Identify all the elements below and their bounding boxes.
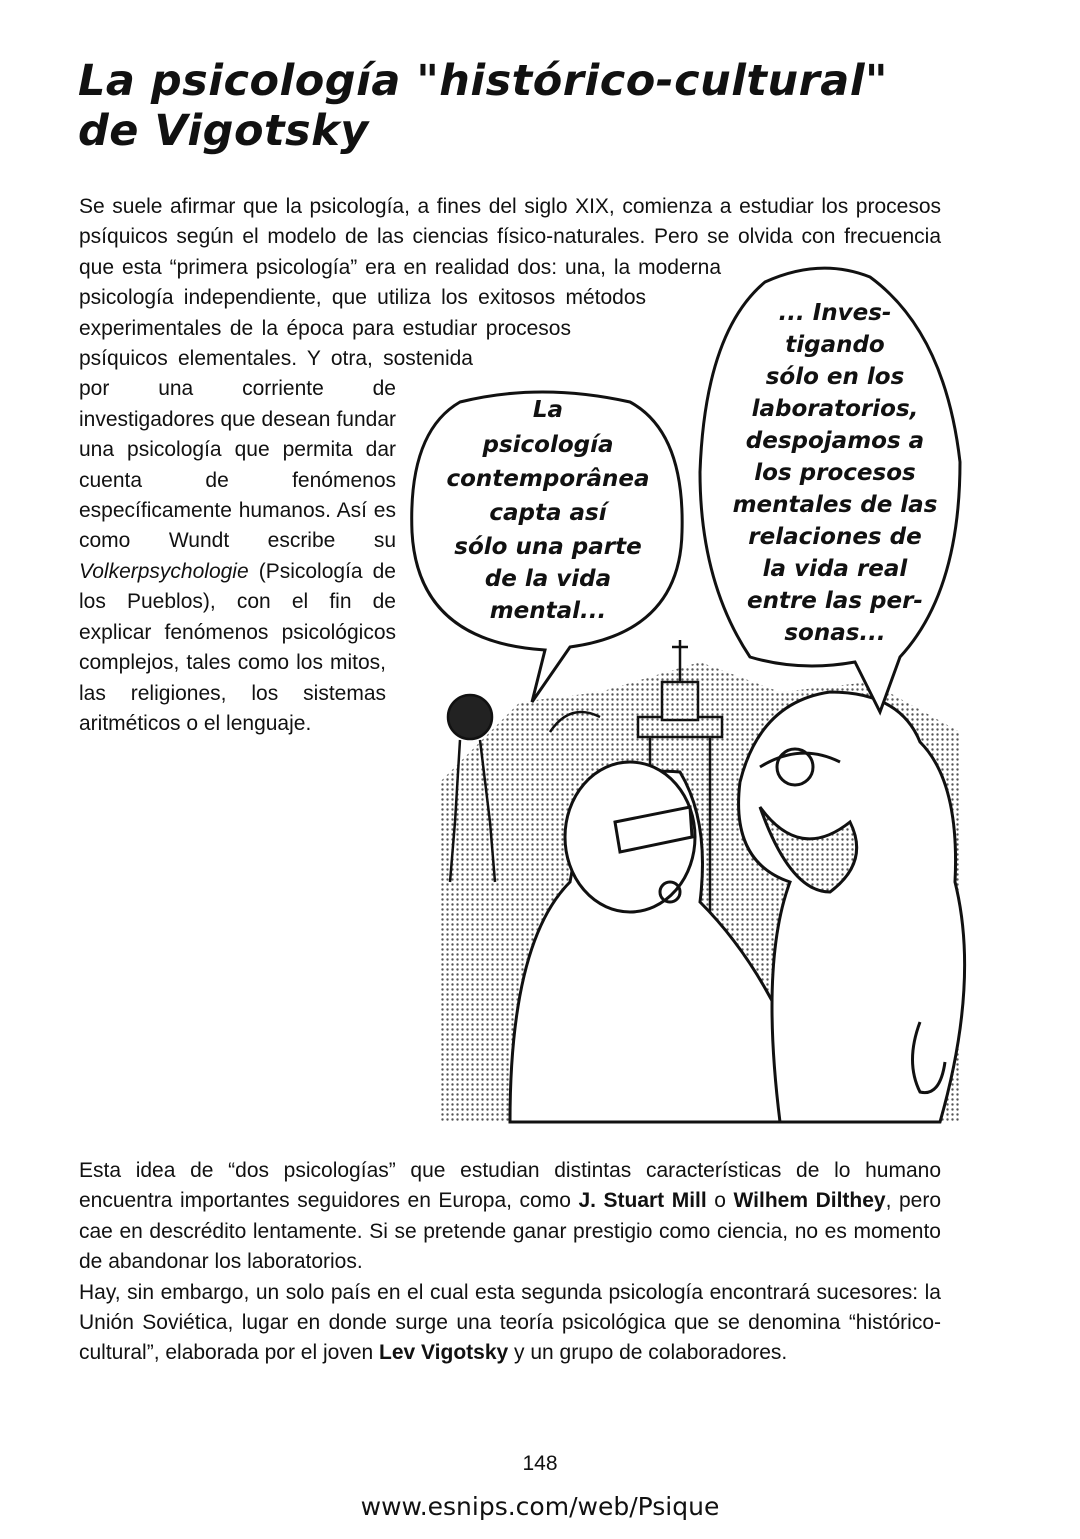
bubble-right-line-7: mentales de las <box>732 492 938 518</box>
paragraph-3-text-a: Hay, sin embargo, un solo país en el cual esta segunda psicología encontrará sucesores: la Unión Soviética, lugar en donde surge una teoría psicológica que se denomina “histórico-cultural”, elaborada por el joven <box>79 1280 941 1365</box>
bubble-left-line-6: de la vida <box>484 566 612 592</box>
bubble-right-line-5: despojamos a <box>745 428 925 454</box>
bubble-right-line-10: entre las per- <box>747 588 923 614</box>
bubble-left-line-5: sólo una parte <box>454 534 642 560</box>
bubble-right-line-3: sólo en los <box>765 364 905 390</box>
paragraph-3-text-b: y un grupo de colaboradores. <box>508 1341 788 1365</box>
bubble-left-line-4: capta así <box>489 500 607 526</box>
paragraph-2-text-b: o <box>706 1189 734 1213</box>
bubble-right-line-9: la vida real <box>762 556 908 582</box>
page-number: 148 <box>522 1452 558 1475</box>
name-dilthey: Wilhem Dilthey <box>733 1189 886 1213</box>
intro-italic-term: Volkerpsychologie <box>79 559 249 583</box>
bubble-left-line-1: La <box>532 397 564 423</box>
bubble-left-line-2: psicología <box>482 432 614 458</box>
footer-url: www.esnips.com/web/Psique <box>360 1492 720 1521</box>
name-stuart-mill: J. Stuart Mill <box>578 1189 707 1213</box>
bubble-left-line-7: mental... <box>489 598 607 624</box>
bubble-right-line-11: sonas... <box>784 620 886 646</box>
paragraph-2-text-c: , pero cae en descrédito lentamente. Si se pretende ganar prestigio como ciencia, no es momento de abandonar los laboratorios. <box>79 1189 942 1274</box>
paragraph-2 <box>79 1156 941 1278</box>
name-vigotsky: Lev Vigotsky <box>379 1341 509 1365</box>
bubble-right-line-4: laboratorios, <box>751 396 919 422</box>
cartoon-illustration <box>400 262 1000 1137</box>
title-line-2: de Vigotsky <box>78 106 369 156</box>
intro-text-b: (Psicología de los Pueblos), con el fin de explicar fenómenos psicológicos complejos, tales como los mitos, las religiones, los sistemas aritméticos o el lenguaje. <box>79 559 396 735</box>
bubble-right-line-2: tigando <box>785 332 885 358</box>
intro-text-a: Se suele afirmar que la psicología, a fines del siglo XIX, comienza a estudiar los procesos psíquicos según el modelo de las ciencias físico-naturales. Pero se olvida con frecuencia que esta “primera psicología” era en realidad dos: una, la moderna psicología independiente, que utiliza los exitosos métodos experimentales de la época para estudiar procesos psíquicos elementales. Y otra, sostenida por una corriente de investigadores que desean fundar una psicología que permita dar cuenta de fenómenos específicamente humanos. Así es como Wundt escribe su <box>79 195 941 553</box>
bottom-text <box>79 1156 941 1369</box>
title-line-1: La psicología "histórico-cultural" <box>78 56 888 106</box>
paragraph-3 <box>79 1278 941 1369</box>
bubble-left-line-3: contemporânea <box>446 466 650 492</box>
bubble-right-line-6: los procesos <box>754 460 916 486</box>
bubble-right-line-1: ... Inves- <box>778 300 892 326</box>
speech-bubble-left <box>412 392 682 702</box>
speech-bubble-right <box>700 268 960 712</box>
bubble-right-line-8: relaciones de <box>748 524 922 550</box>
page-title <box>78 56 978 156</box>
paragraph-2-text-a: Esta idea de “dos psicologías” que estudian distintas características de lo humano encuentra importantes seguidores en Europa, como <box>79 1159 941 1213</box>
